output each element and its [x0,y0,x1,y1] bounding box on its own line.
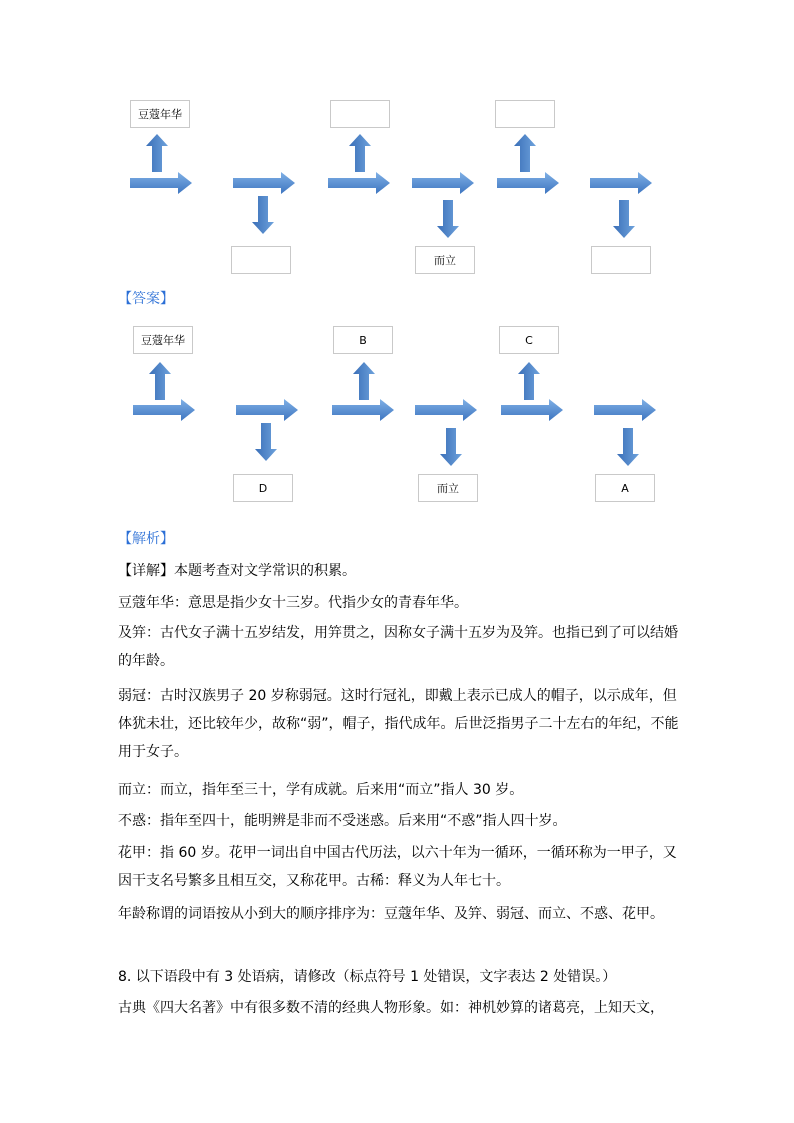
down-arrow-icon [437,200,459,238]
box-top-1: 豆蔻年华 [133,326,193,354]
answer-diagram [0,316,794,506]
right-arrow-icon [130,172,192,194]
right-arrow-icon [233,172,295,194]
right-arrow-icon [497,172,559,194]
right-arrow-icon [594,399,656,421]
up-arrow-icon [353,362,375,400]
down-arrow-icon [252,196,274,234]
down-arrow-icon [617,428,639,466]
paragraph-jiji: 及笄：古代女子满十五岁结发，用笄贯之，因称女子满十五岁为及笄。也指已到了可以结婚的年龄。 [118,625,678,669]
down-arrow-icon [255,423,277,461]
paragraph-buhuo: 不惑：指年至四十，能明辨是非而不受迷惑。后来用“不惑”指人四十岁。 [118,813,567,829]
box-top-2 [330,100,390,128]
right-arrow-icon [236,399,298,421]
box-bottom-1: D [233,474,293,502]
paragraph-erli: 而立：而立，指年至三十，学有成就。后来用“而立”指人 30 岁。 [118,782,524,798]
question-8: 8. 以下语段中有 3 处语病，请修改（标点符号 1 处错误，文字表达 2 处错误。） [118,969,617,985]
question-8-text: 古典《四大名著》中有很多数不清的经典人物形象。如：神机妙算的诸葛亮，上知天文， [118,1000,664,1016]
analysis-heading: 【解析】 [118,531,174,547]
box-bottom-2: 而立 [415,246,475,274]
right-arrow-icon [332,399,394,421]
down-arrow-icon [613,200,635,238]
up-arrow-icon [514,134,536,172]
box-top-1: 豆蔻年华 [130,100,190,128]
box-top-2: B [333,326,393,354]
paragraph-huajia: 花甲：指 60 岁。花甲一词出自中国古代历法，以六十年为一循环，一循环称为一甲子，又因干支名号繁多且相互交，又称花甲。古稀：释义为人年七十。 [118,845,677,889]
question-diagram [0,90,794,280]
right-arrow-icon [328,172,390,194]
box-top-3 [495,100,555,128]
up-arrow-icon [349,134,371,172]
paragraph-doukou: 豆蔻年华：意思是指少女十三岁。代指少女的青春年华。 [118,595,468,611]
box-bottom-3 [591,246,651,274]
right-arrow-icon [133,399,195,421]
paragraph-ruoguan: 弱冠：古时汉族男子 20 岁称弱冠。这时行冠礼，即戴上表示已成人的帽子，以示成年，但体犹未壮，还比较年少，故称“弱”，帽子，指代成年。后世泛指男子二十左右的年纪，不能用于女子。 [118,688,679,760]
down-arrow-icon [440,428,462,466]
box-bottom-3: A [595,474,655,502]
up-arrow-icon [146,134,168,172]
detail-paragraph: 【详解】本题考查对文学常识的积累。 [118,563,356,579]
box-top-3: C [499,326,559,354]
right-arrow-icon [412,172,474,194]
right-arrow-icon [415,399,477,421]
box-bottom-2: 而立 [418,474,478,502]
box-bottom-1 [231,246,291,274]
answer-heading: 【答案】 [118,291,174,307]
up-arrow-icon [149,362,171,400]
right-arrow-icon [590,172,652,194]
paragraph-order: 年龄称谓的词语按从小到大的顺序排序为：豆蔻年华、及笄、弱冠、而立、不惑、花甲。 [118,906,664,922]
up-arrow-icon [518,362,540,400]
right-arrow-icon [501,399,563,421]
